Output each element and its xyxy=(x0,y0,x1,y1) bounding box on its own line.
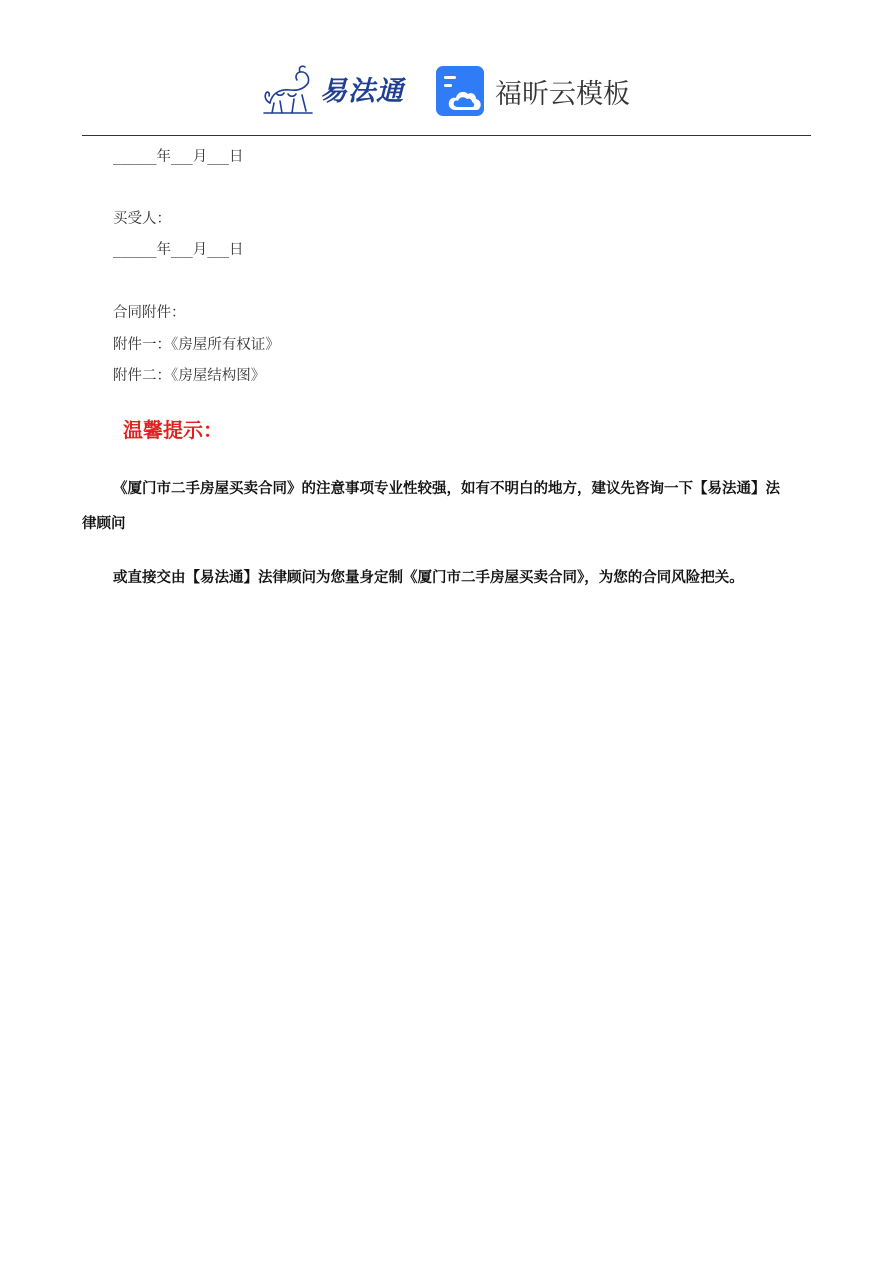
header-divider xyxy=(82,135,811,136)
tips-paragraph-1-line-1: 《厦门市二手房屋买卖合同》的注意事项专业性较强，如有不明白的地方，建议先咨询一下【易法通】法 xyxy=(113,480,780,497)
tips-title: 温馨提示： xyxy=(123,418,223,442)
buyer-date-line: ______年___月___日 xyxy=(113,242,244,258)
buyer-label: 买受人： xyxy=(113,211,171,227)
attachments-title: 合同附件： xyxy=(113,305,186,321)
foxit-cloud-icon xyxy=(436,66,486,118)
yifatong-logo-text: 易法通 xyxy=(320,76,404,107)
qilin-icon xyxy=(262,63,320,117)
tips-paragraph-1-line-2: 律顾问 xyxy=(82,515,126,532)
attachment-item-2: 附件二：《房屋结构图》 xyxy=(113,368,266,384)
attachment-item-1: 附件一：《房屋所有权证》 xyxy=(113,337,280,353)
yifatong-logo xyxy=(262,63,412,117)
foxit-template-logo-text: 福昕云模板 xyxy=(495,79,630,110)
seller-date-line: ______年___月___日 xyxy=(113,149,244,165)
tips-paragraph-2: 或直接交由【易法通】法律顾问为您量身定制《厦门市二手房屋买卖合同》，为您的合同风险把关。 xyxy=(113,569,744,586)
page-header xyxy=(0,55,893,125)
